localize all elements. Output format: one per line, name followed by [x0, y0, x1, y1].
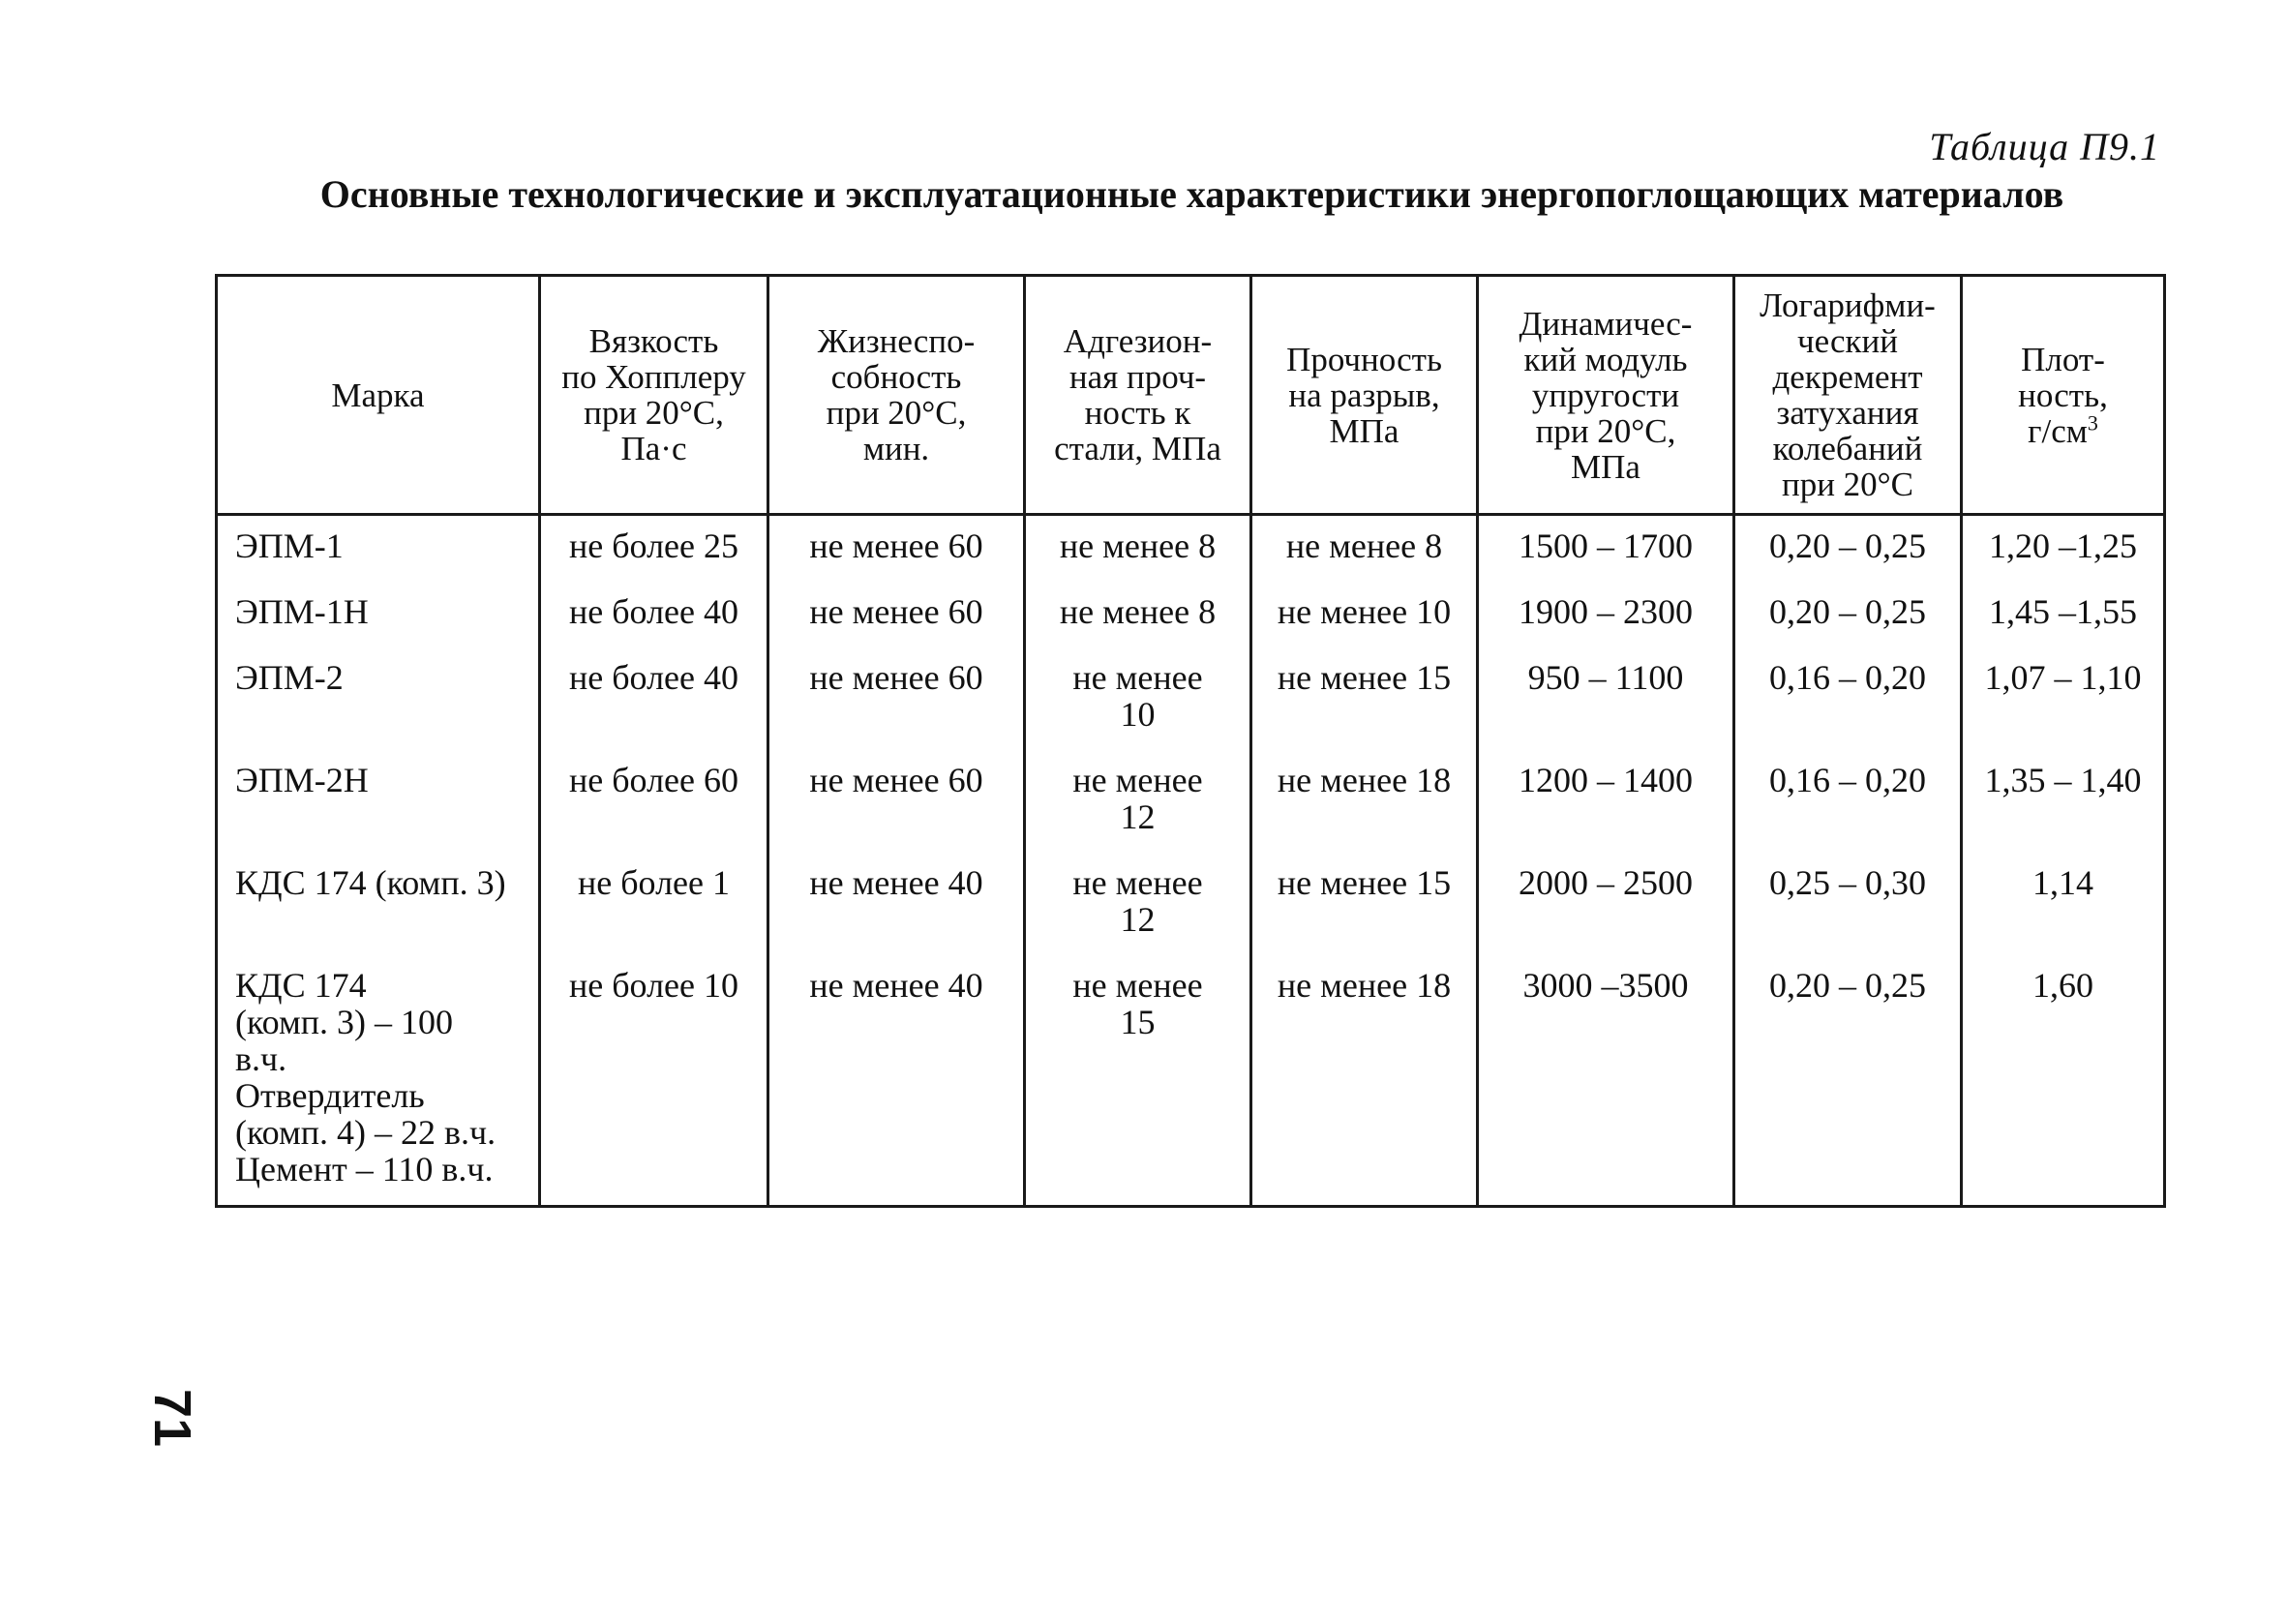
- cell-viscosity: не более 25: [540, 515, 768, 583]
- cell-viscosity: не более 40: [540, 582, 768, 647]
- header-viscosity: Вязкость по Хопплеру при 20°С, Па·с: [540, 276, 768, 515]
- cell-density: 1,20 –1,25: [1962, 515, 2165, 583]
- header-adhesion: Адгезион- ная проч- ность к стали, МПа: [1025, 276, 1251, 515]
- header-pot-life: Жизнеспо- собность при 20°С, мин.: [768, 276, 1025, 515]
- cell-density: 1,14: [1962, 853, 2165, 955]
- cell-tensile-strength: не менее 18: [1251, 955, 1478, 1207]
- table-header-row: [217, 276, 2165, 515]
- cell-density: 1,60: [1962, 955, 2165, 1207]
- cell-pot-life: не менее 60: [768, 582, 1025, 647]
- table-row: [217, 853, 2165, 955]
- cell-density: 1,07 – 1,10: [1962, 647, 2165, 750]
- cell-viscosity: не более 10: [540, 955, 768, 1207]
- characteristics-table: [215, 274, 2166, 1208]
- page-number: 71: [143, 1388, 202, 1448]
- cell-pot-life: не менее 60: [768, 647, 1025, 750]
- cell-tensile-strength: не менее 15: [1251, 853, 1478, 955]
- cell-adhesion: не менее 15: [1025, 955, 1251, 1207]
- table-row: [217, 750, 2165, 853]
- cell-pot-life: не менее 40: [768, 955, 1025, 1207]
- cell-mark: ЭПМ-1: [217, 515, 540, 583]
- cell-adhesion: не менее 8: [1025, 515, 1251, 583]
- table-title: Основные технологические и эксплуатационные характеристики энергопоглощающих материалов: [319, 172, 2064, 216]
- cell-pot-life: не менее 60: [768, 515, 1025, 583]
- cell-viscosity: не более 40: [540, 647, 768, 750]
- cell-damping-decrement: 0,16 – 0,20: [1734, 647, 1962, 750]
- cell-dynamic-modulus: 1500 – 1700: [1478, 515, 1734, 583]
- cell-adhesion: не менее 8: [1025, 582, 1251, 647]
- header-damping-decrement: Логарифми- ческий декремент затухания колебаний при 20°С: [1734, 276, 1962, 515]
- cell-mark: КДС 174 (комп. 3) – 100 в.ч. Отвердитель (комп. 4) – 22 в.ч. Цемент – 110 в.ч.: [217, 955, 540, 1207]
- table-row: [217, 647, 2165, 750]
- cell-tensile-strength: не менее 18: [1251, 750, 1478, 853]
- header-mark: Марка: [217, 276, 540, 515]
- header-dynamic-modulus: Динамичес- кий модуль упругости при 20°С, МПа: [1478, 276, 1734, 515]
- cell-dynamic-modulus: 2000 – 2500: [1478, 853, 1734, 955]
- cell-dynamic-modulus: 3000 –3500: [1478, 955, 1734, 1207]
- cell-damping-decrement: 0,20 – 0,25: [1734, 582, 1962, 647]
- cell-tensile-strength: не менее 10: [1251, 582, 1478, 647]
- cell-mark: ЭПМ-2Н: [217, 750, 540, 853]
- cell-mark: ЭПМ-1Н: [217, 582, 540, 647]
- cell-adhesion: не менее 10: [1025, 647, 1251, 750]
- cell-tensile-strength: не менее 8: [1251, 515, 1478, 583]
- table-row: [217, 582, 2165, 647]
- cell-pot-life: не менее 40: [768, 853, 1025, 955]
- cell-damping-decrement: 0,20 – 0,25: [1734, 515, 1962, 583]
- cell-adhesion: не менее 12: [1025, 853, 1251, 955]
- cell-density: 1,45 –1,55: [1962, 582, 2165, 647]
- cell-dynamic-modulus: 1900 – 2300: [1478, 582, 1734, 647]
- table-caption: Таблица П9.1: [1929, 125, 2160, 168]
- cell-damping-decrement: 0,20 – 0,25: [1734, 955, 1962, 1207]
- header-density-superscript: 3: [2087, 409, 2098, 435]
- cell-damping-decrement: 0,16 – 0,20: [1734, 750, 1962, 853]
- cell-viscosity: не более 1: [540, 853, 768, 955]
- header-tensile-strength: Прочность на разрыв, МПа: [1251, 276, 1478, 515]
- header-density: [1962, 276, 2165, 515]
- cell-mark: ЭПМ-2: [217, 647, 540, 750]
- header-density-label: Плот- ность, г/см: [2018, 340, 2108, 450]
- cell-pot-life: не менее 60: [768, 750, 1025, 853]
- cell-dynamic-modulus: 1200 – 1400: [1478, 750, 1734, 853]
- cell-density: 1,35 – 1,40: [1962, 750, 2165, 853]
- table-row: [217, 515, 2165, 583]
- cell-damping-decrement: 0,25 – 0,30: [1734, 853, 1962, 955]
- cell-mark: КДС 174 (комп. 3): [217, 853, 540, 955]
- cell-adhesion: не менее 12: [1025, 750, 1251, 853]
- cell-viscosity: не более 60: [540, 750, 768, 853]
- cell-dynamic-modulus: 950 – 1100: [1478, 647, 1734, 750]
- cell-tensile-strength: не менее 15: [1251, 647, 1478, 750]
- table-row: [217, 955, 2165, 1207]
